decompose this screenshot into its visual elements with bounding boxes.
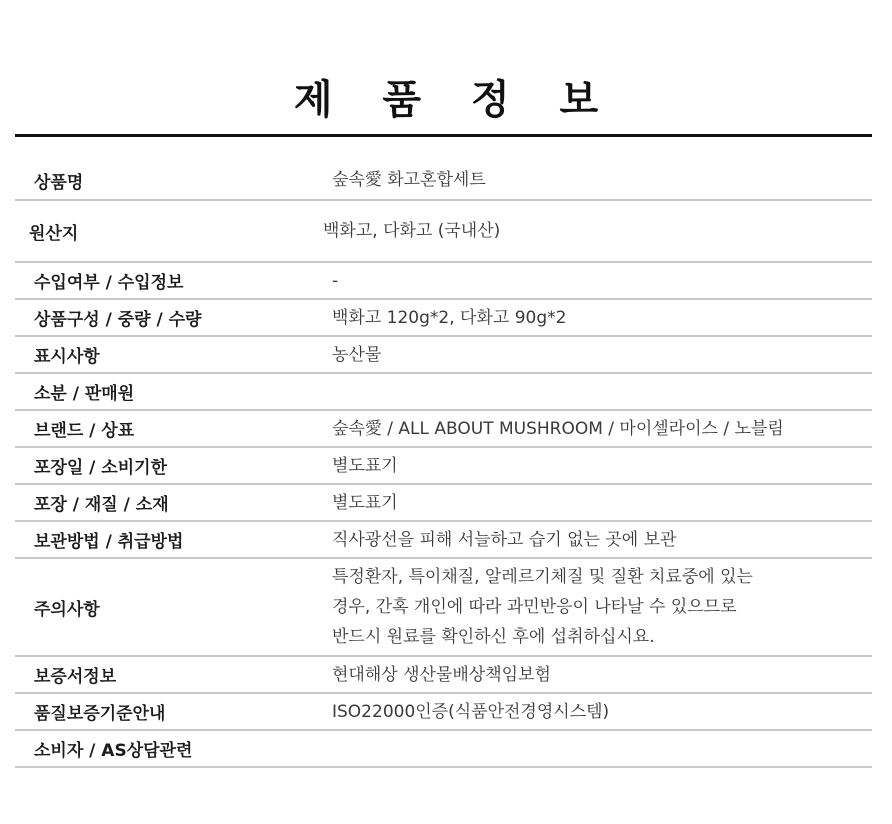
info-row-product-name <box>15 161 872 201</box>
row-label: 주의사항 <box>34 599 100 620</box>
info-row-storage <box>15 522 872 559</box>
row-value <box>332 694 609 729</box>
row-value-line: 백화고, 다화고 (국내산) <box>323 221 501 241</box>
row-label: 원산지 <box>29 223 79 244</box>
row-label: 수입여부 / 수입정보 <box>34 273 184 293</box>
product-info-table <box>15 161 872 768</box>
row-value-line: 반드시 원료를 확인하신 후에 섭취하십시요. <box>332 627 655 647</box>
row-value <box>332 448 398 483</box>
row-value <box>332 161 486 199</box>
row-label: 소비자 / AS상담관련 <box>34 741 193 761</box>
info-row-warranty <box>15 657 872 694</box>
info-row-material <box>15 485 872 522</box>
row-label: 품질보증기준안내 <box>34 704 166 724</box>
row-value-line: 별도표기 <box>332 492 398 513</box>
row-label: 보증서정보 <box>34 667 117 687</box>
row-value-line: - <box>332 270 339 291</box>
info-row-labeling <box>15 337 872 374</box>
row-label: 보관방법 / 취급방법 <box>34 532 184 552</box>
row-value <box>332 411 784 446</box>
row-label: 브랜드 / 상표 <box>34 421 135 441</box>
row-value <box>332 263 338 298</box>
info-row-brand <box>15 411 872 448</box>
row-value-line: 별도표기 <box>332 455 398 476</box>
info-row-customer-service <box>15 731 872 768</box>
row-value <box>332 657 551 692</box>
info-row-seller <box>15 374 872 411</box>
row-label: 포장일 / 소비기한 <box>34 458 167 478</box>
row-label: 표시사항 <box>34 347 100 367</box>
row-value <box>332 559 753 655</box>
row-value <box>332 337 381 372</box>
info-row-composition <box>15 300 872 337</box>
row-value-line: 직사광선을 피해 서늘하고 습기 없는 곳에 보관 <box>332 529 677 550</box>
row-value-line: 현대해상 생산물배상책임보험 <box>332 664 551 685</box>
info-row-origin <box>15 201 872 263</box>
row-value-line: 숲속愛 화고혼합세트 <box>332 170 486 190</box>
info-row-packaging-date <box>15 448 872 485</box>
row-value-line: 특정환자, 특이채질, 알레르기체질 및 질환 치료중에 있는 <box>332 567 753 587</box>
row-value-line: ISO22000인증(식품안전경영시스템) <box>332 701 610 722</box>
title-divider <box>15 134 872 137</box>
row-value-line: 농산물 <box>332 344 382 365</box>
row-value <box>323 201 500 261</box>
row-value <box>332 300 566 335</box>
row-label: 상품구성 / 중량 / 수량 <box>34 310 202 330</box>
row-label: 소분 / 판매원 <box>34 384 135 404</box>
info-row-quality-standard <box>15 694 872 731</box>
info-row-import <box>15 263 872 300</box>
row-value-line: 경우, 간혹 개인에 따라 과민반응이 나타날 수 있으므로 <box>332 597 737 617</box>
row-label: 포장 / 재질 / 소재 <box>34 495 169 515</box>
row-value <box>332 485 398 520</box>
row-value-line: 숲속愛 / ALL ABOUT MUSHROOM / 마이셀라이스 / 노블림 <box>332 418 784 439</box>
page-title: 제 품 정 보 <box>293 77 617 123</box>
info-row-caution <box>15 559 872 657</box>
row-value <box>332 522 676 557</box>
row-label: 상품명 <box>34 172 84 193</box>
row-value-line: 백화고 120g*2, 다화고 90g*2 <box>332 307 567 328</box>
